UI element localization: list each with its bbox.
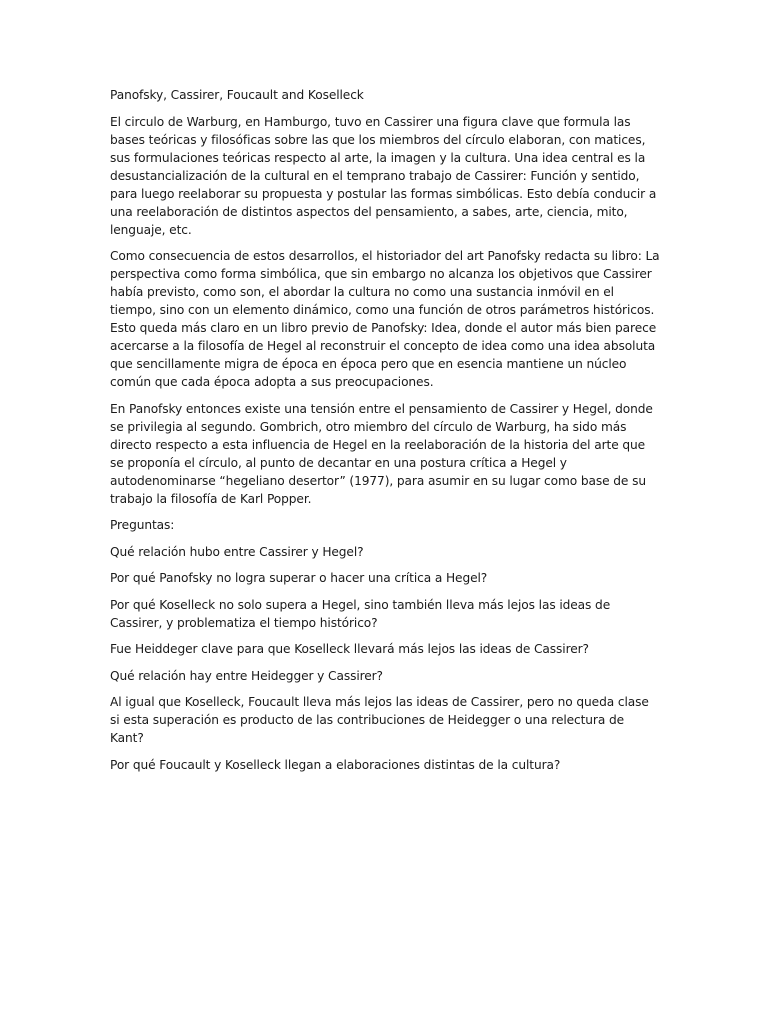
question-6: Al igual que Koselleck, Foucault lleva más lejos las ideas de Cassirer, pero no queda clase si esta superación es producto de las contribuciones de Heidegger o una relectura de Kant?	[110, 695, 649, 745]
paragraph-warburg-circle: El circulo de Warburg, en Hamburgo, tuvo en Cassirer una figura clave que formula las bases teóricas y filosóficas sobre las que los miembros del círculo elaboran, con matices, sus formulaciones teóricas respecto al arte, la imagen y la cultura. Una idea central es la desustancialización de la cultural en el temprano trabajo de Cassirer: Función y sentido, para luego reelaborar su propuesta y postular las formas simbólicas. Esto debía conducir a una reelaboración de distintos aspectos del pensamiento, a sabes, arte, ciencia, mito, lenguaje, etc.	[110, 114, 657, 237]
paragraph-panofsky-tension: En Panofsky entonces existe una tensión entre el pensamiento de Cassirer y Hegel, donde se privilegia al segundo. Gombrich, otro miembro del círculo de Warburg, ha sido más directo respecto a esta influencia de Hegel en la reelaboración de la historia del arte que se proponía el círculo, al punto de decantar en una postura crítica a Hegel y autodenominarse “hegeliano desertor” (1977), para asumir en su lugar como base de su trabajo la filosofía de Karl Popper.	[110, 401, 653, 506]
question-3: Por qué Koselleck no solo supera a Hegel, sino también lleva más lejos las ideas de Cassirer, y problematiza el tiempo histórico?	[110, 597, 611, 630]
question-2: Por qué Panofsky no logra superar o hacer una crítica a Hegel?	[110, 571, 488, 585]
question-4: Fue Heiddeger clave para que Koselleck llevará más lejos las ideas de Cassirer?	[110, 642, 589, 656]
questions-heading: Preguntas:	[110, 518, 175, 532]
question-7: Por qué Foucault y Koselleck llegan a elaboraciones distintas de la cultura?	[110, 757, 561, 772]
paragraph-panofsky-perspective: Como consecuencia de estos desarrollos, el historiador del art Panofsky redacta su libro: La perspectiva como forma simbólica, que sin embargo no alcanza los objetivos que Cassirer había previsto, como son, el abordar la cultura no como una sustancia inmóvil en el tiempo, sino con un elemento dinámico, como una función de otros parámetros históricos. Esto queda más claro en un libro previo de Panofsky: Idea, donde el autor más bien parece acercarse a la filosofía de Hegel al reconstruir el concepto de idea como una idea absoluta que sencillamente migra de época en época pero que en esencia mantiene un núcleo común que cada época adopta a sus preocupaciones.	[110, 249, 660, 389]
question-5: Qué relación hay entre Heidegger y Cassirer?	[110, 668, 383, 683]
question-1: Qué relación hubo entre Cassirer y Hegel?	[110, 544, 364, 559]
document-body	[110, 86, 660, 782]
document-title: Panofsky, Cassirer, Foucault and Koselleck	[110, 88, 364, 102]
